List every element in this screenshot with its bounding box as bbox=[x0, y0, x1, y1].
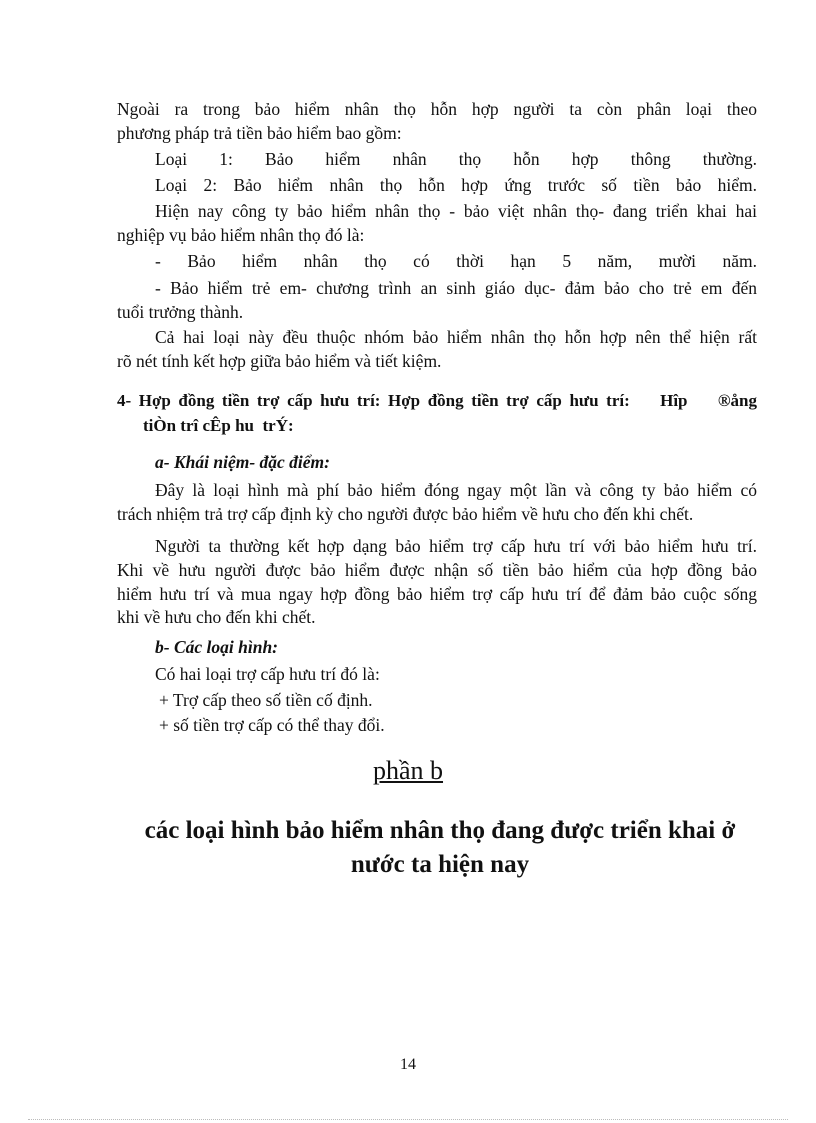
part-title bbox=[110, 814, 770, 882]
list-item-2-line-2: tuổi trưởng thành. bbox=[117, 302, 244, 322]
para-b-line-1: Người ta thường kết hợp dạng bảo hiểm trợ cấp hưu trí với bảo hiểm hưu trí. bbox=[155, 536, 757, 556]
intro-line-2: phương pháp trả tiền bảo hiểm bao gồm: bbox=[117, 123, 402, 143]
para-b-line-4: khi về hưu cho đến khi chết. bbox=[117, 607, 316, 627]
subheading-a: a- Khái niệm- đặc điểm: bbox=[155, 452, 330, 472]
type-variable: + số tiền trợ cấp có thể thay đổi. bbox=[159, 715, 385, 735]
para-b-line-3: hiểm hưu trí và mua ngay hợp đồng bảo hiểm trợ cấp hưu trí để đảm bảo cuộc sống bbox=[117, 584, 757, 604]
para-b-line-2: Khi về hưu người được bảo hiểm được nhận số tiền bảo hiểm của hợp đồng bảo bbox=[117, 560, 757, 580]
footer-divider bbox=[28, 1119, 788, 1120]
list-item-2-line-1: - Bảo hiểm trẻ em- chương trình an sinh giáo dục- đảm bảo cho trẻ em đến bbox=[155, 278, 757, 298]
types-intro: Có hai loại trợ cấp hưu trí đó là: bbox=[155, 664, 380, 684]
part-label: phần b bbox=[372, 756, 444, 785]
type-2-line: Loại 2: Bảo hiểm nhân thọ hỗn hợp ứng trước số tiền bảo hiểm. bbox=[155, 175, 757, 195]
type-fixed: + Trợ cấp theo số tiền cố định. bbox=[159, 690, 373, 710]
part-title-line-1: các loại hình bảo hiểm nhân thọ đang được triển khai ở bbox=[144, 817, 736, 844]
current-line-2: nghiệp vụ bảo hiểm nhân thọ đó là: bbox=[117, 225, 365, 245]
subheading-b: b- Các loại hình: bbox=[155, 637, 279, 657]
section-4-heading-line-2: tiÒn trî cÊp hu trÝ: bbox=[143, 416, 294, 435]
page-number: 14 bbox=[400, 1056, 416, 1073]
section-4-heading-line-1: 4- Hợp đồng tiền trợ cấp hưu trí: Hợp đồng tiền trợ cấp hưu trí: Hîp ®ång bbox=[117, 391, 757, 410]
part-title-line-2: nước ta hiện nay bbox=[350, 851, 530, 878]
summary-line-2: rõ nét tính kết hợp giữa bảo hiểm và tiết kiệm. bbox=[117, 351, 442, 371]
current-line-1: Hiện nay công ty bảo hiểm nhân thọ - bảo việt nhân thọ- đang triển khai hai bbox=[155, 201, 757, 221]
para-a-line-2: trách nhiệm trả trợ cấp định kỳ cho người được bảo hiểm về hưu cho đến khi chết. bbox=[117, 504, 694, 524]
summary-line-1: Cả hai loại này đều thuộc nhóm bảo hiểm nhân thọ hỗn hợp nên thể hiện rất bbox=[155, 327, 757, 347]
type-1-line: Loại 1: Bảo hiểm nhân thọ hỗn hợp thông thường. bbox=[155, 149, 757, 169]
intro-line-1: Ngoài ra trong bảo hiểm nhân thọ hỗn hợp người ta còn phân loại theo bbox=[117, 99, 757, 119]
list-item-1: - Bảo hiểm nhân thọ có thời hạn 5 năm, mười năm. bbox=[155, 251, 757, 271]
para-a-line-1: Đây là loại hình mà phí bảo hiểm đóng ngay một lần và công ty bảo hiểm có bbox=[155, 480, 757, 500]
